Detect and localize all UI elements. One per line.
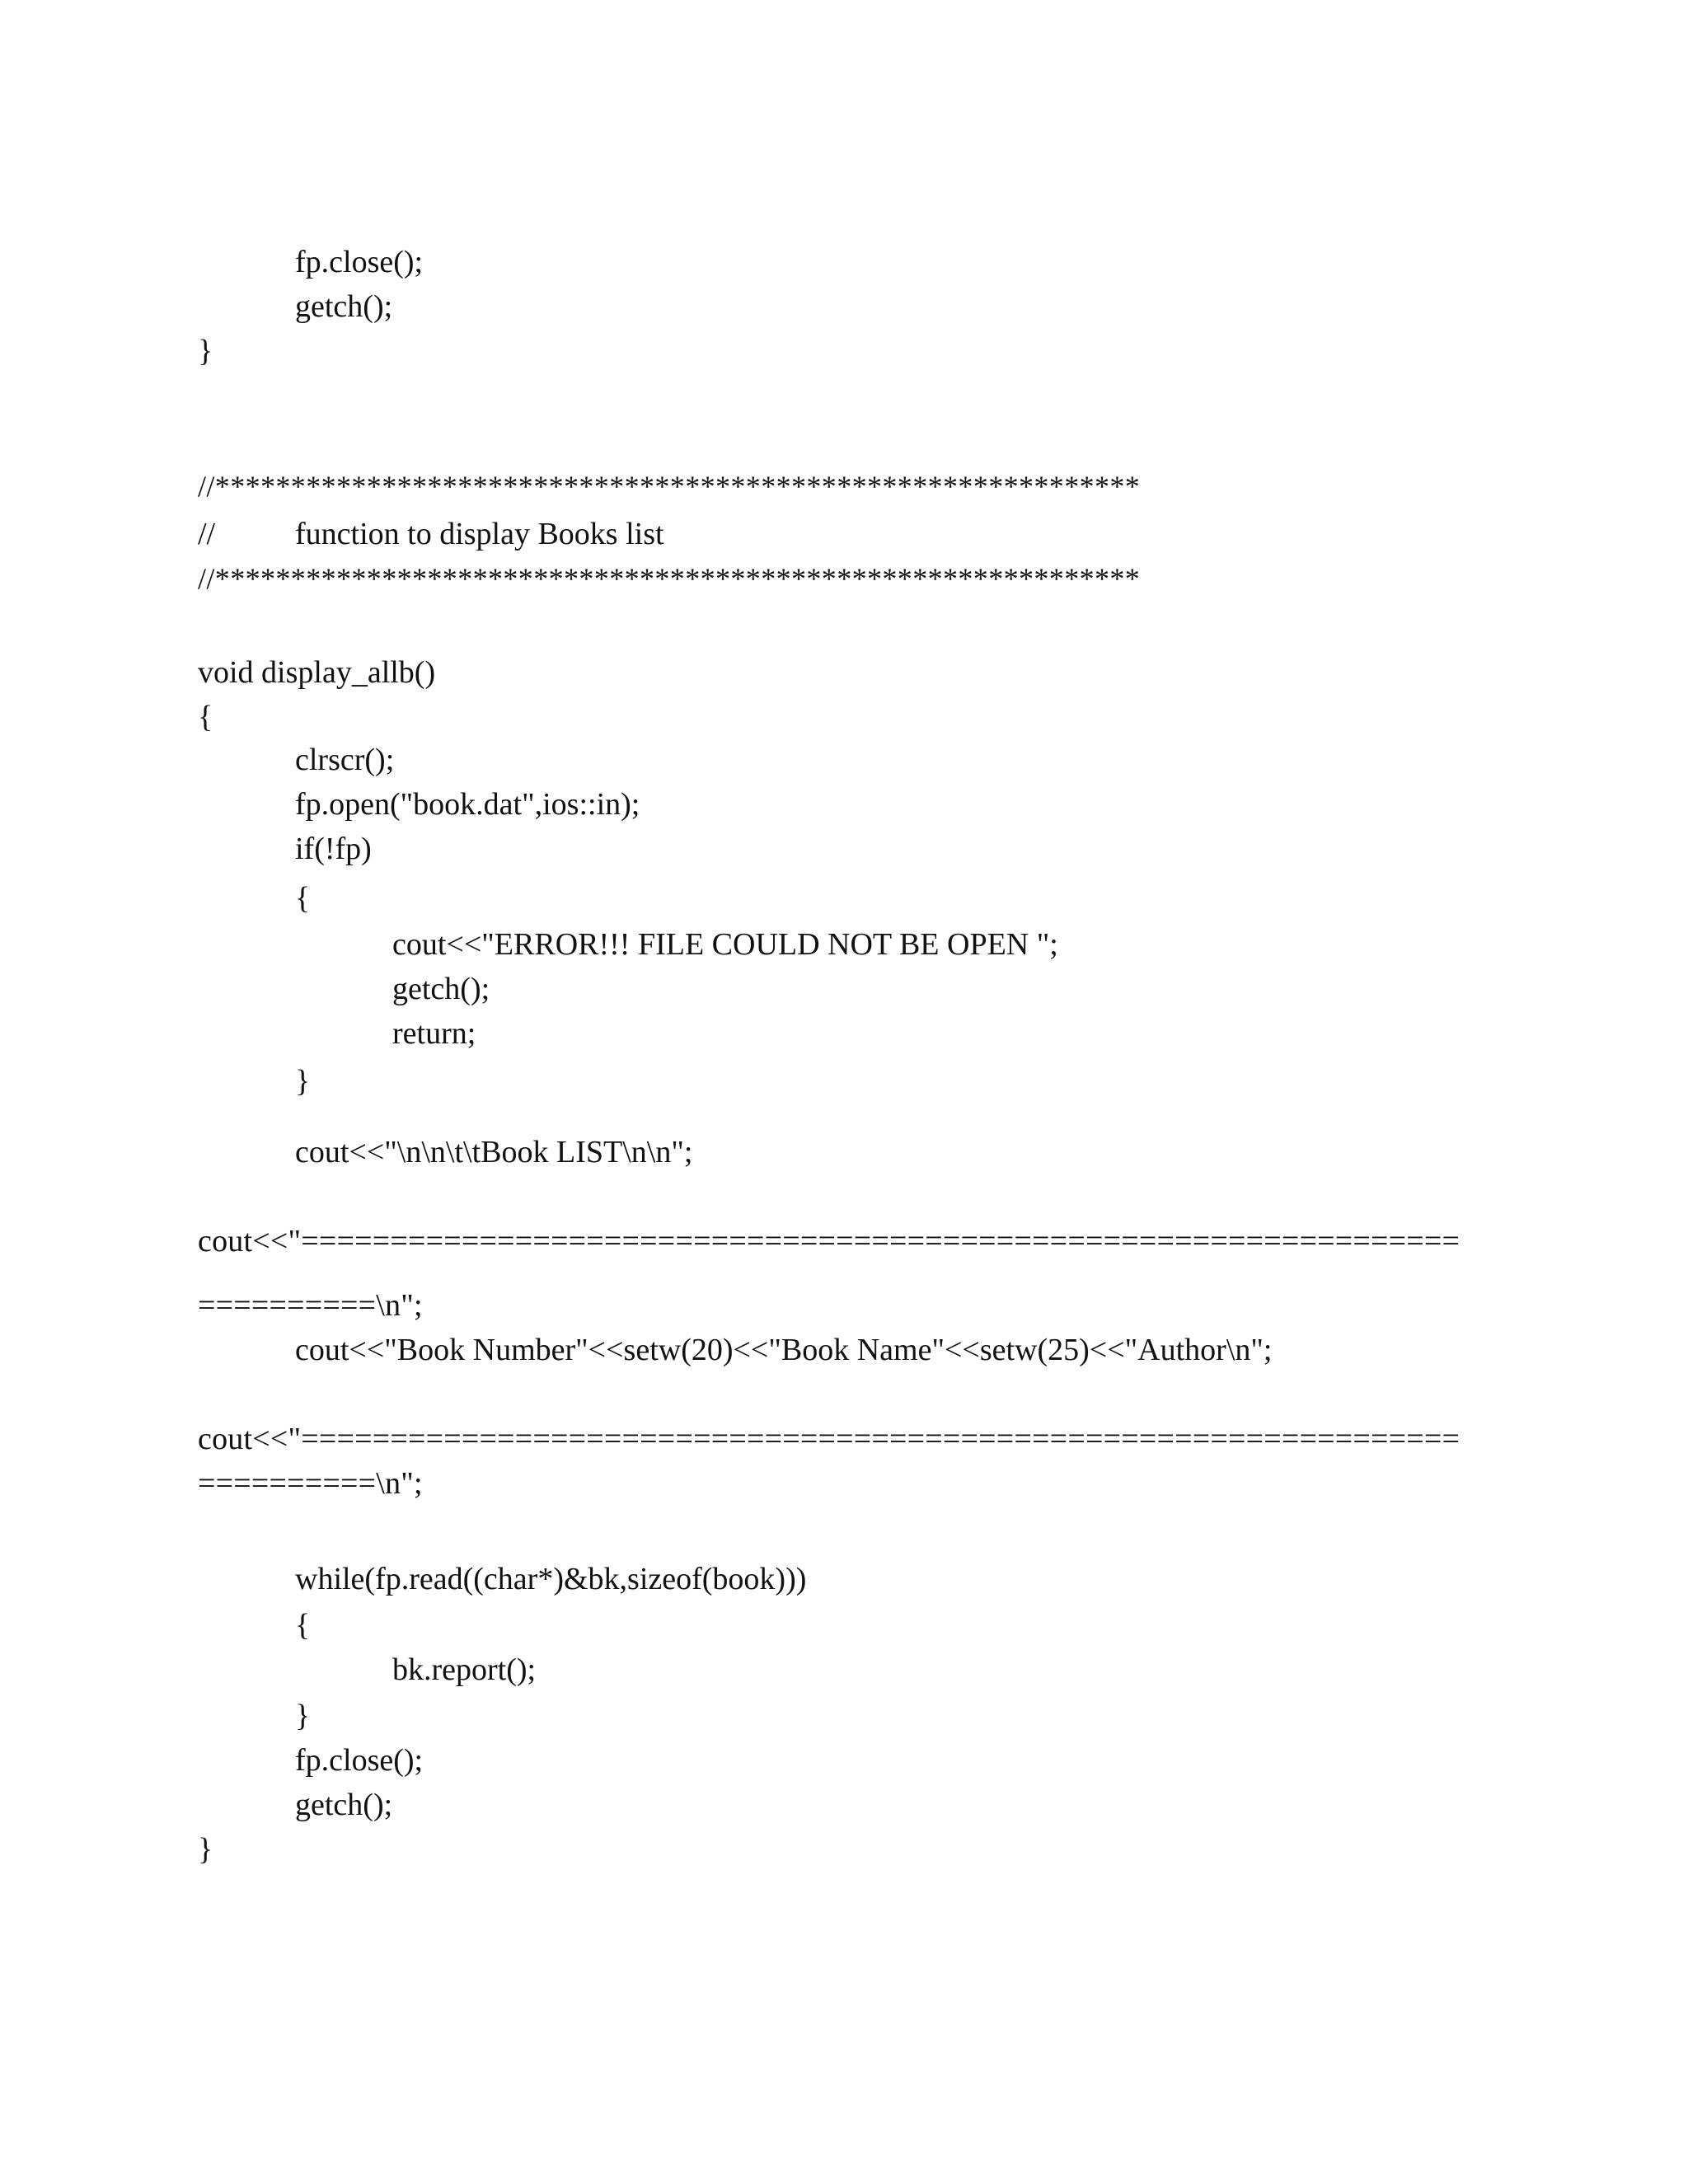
function-signature: void display_allb() <box>198 655 436 690</box>
code-line: { <box>295 881 311 916</box>
code-line: { <box>198 700 213 734</box>
code-line: } <box>198 334 213 368</box>
code-line: fp.open("book.dat",ios::in); <box>295 787 640 822</box>
code-line: cout<<"\n\n\t\tBook LIST\n\n"; <box>295 1135 693 1169</box>
code-line: cout<<"Book Number"<<setw(20)<<"Book Name"<<setw(25)<<"Author\n"; <box>295 1333 1273 1367</box>
comment-marker: // <box>198 517 216 551</box>
code-line: if(!fp) <box>295 832 372 866</box>
code-line: getch(); <box>392 972 490 1006</box>
code-line: ==========\n"; <box>198 1288 423 1323</box>
code-line: cout<<"ERROR!!! FILE COULD NOT BE OPEN "; <box>392 927 1058 962</box>
code-line: { <box>295 1608 311 1643</box>
comment-text: function to display Books list <box>295 517 664 551</box>
code-line: fp.close(); <box>295 245 424 279</box>
code-line: getch(); <box>295 1788 393 1822</box>
code-line: ==========\n"; <box>198 1466 423 1501</box>
comment-banner: //************************************************************* <box>198 470 1141 503</box>
code-line: cout<<"================================================================= <box>198 1224 1461 1258</box>
code-line: return; <box>392 1016 476 1051</box>
code-line: getch(); <box>295 289 393 324</box>
code-line: clrscr(); <box>295 743 395 777</box>
code-line: cout<<"================================================================= <box>198 1422 1461 1456</box>
comment-banner: //************************************************************* <box>198 562 1141 595</box>
code-line: } <box>198 1832 213 1867</box>
code-line: bk.report(); <box>392 1652 537 1687</box>
code-line: while(fp.read((char*)&bk,sizeof(book))) <box>295 1562 807 1596</box>
code-line: fp.close(); <box>295 1743 424 1778</box>
code-line: } <box>295 1064 311 1099</box>
code-line: } <box>295 1699 311 1733</box>
